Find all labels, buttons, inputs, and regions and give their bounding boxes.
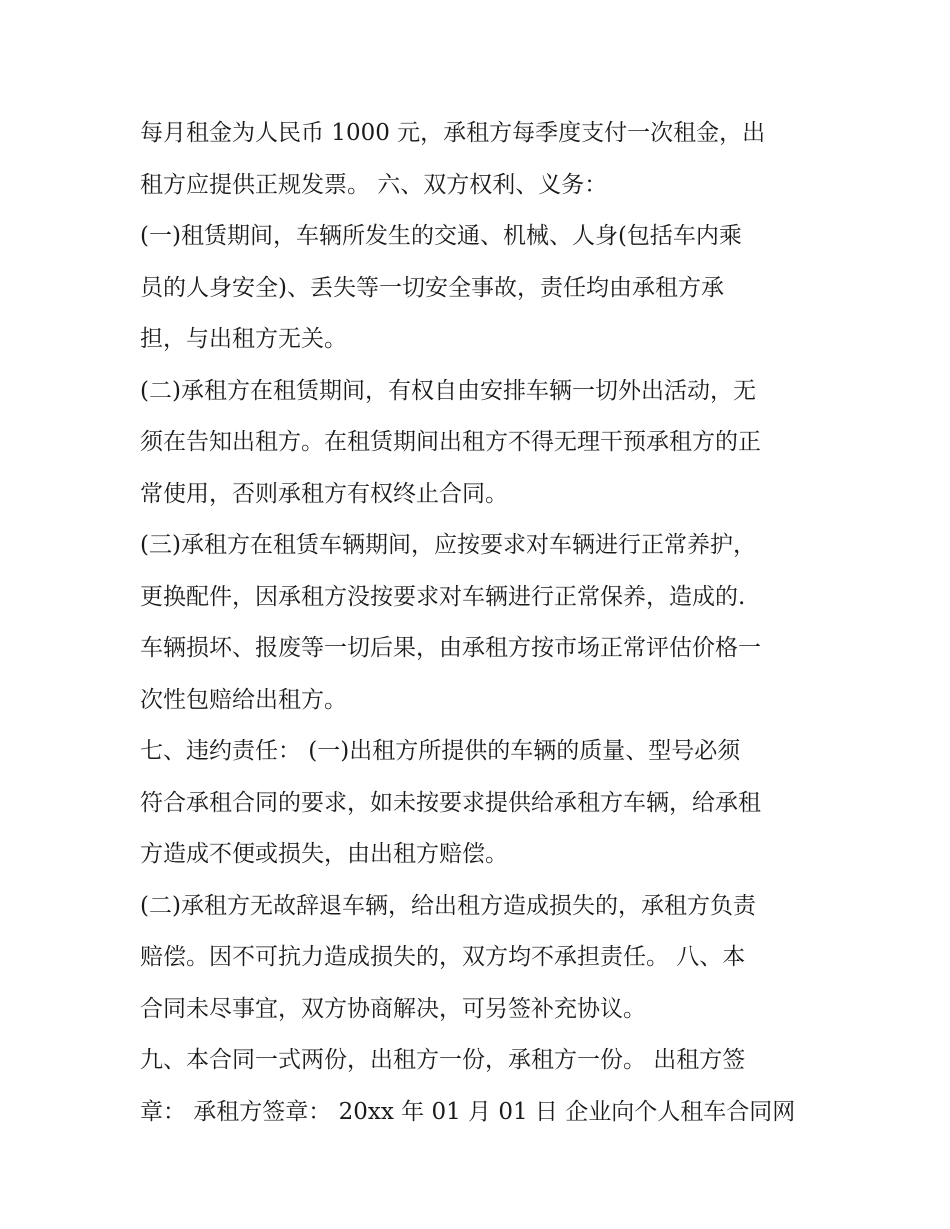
text-line: 赔偿。因不可抗力造成损失的，双方均不承担责任。 八、本 — [140, 944, 746, 970]
text-line: 七、违约责任： (一)出租方所提供的车辆的质量、型号必须 — [140, 738, 741, 764]
text-line: (二)承租方无故辞退车辆，给出租方造成损失的，承租方负责 — [140, 892, 756, 919]
text-line: (二)承租方在租赁期间，有权自由安排车辆一切外出活动，无 — [140, 377, 756, 404]
text-line: (一)租赁期间，车辆所发生的交通、机械、人身(包括车内乘 — [140, 223, 742, 249]
text-line: 须在告知出租方。在租赁期间出租方不得无理干预承租方的正 — [140, 429, 761, 455]
text-line: 方造成不便或损失，由出租方赔偿。 — [140, 841, 508, 867]
text-line: 常使用，否则承租方有权终止合同。 — [140, 480, 508, 507]
contract-text — [140, 108, 820, 1138]
text-line: 员的人身安全)、丢失等一切安全事故，责任均由承租方承 — [140, 274, 724, 301]
text-line: (三)承租方在租赁车辆期间，应按要求对车辆进行正常养护， — [140, 532, 756, 558]
text-line: 车辆损坏、报废等一切后果，由承租方按市场正常评估价格一 — [140, 635, 761, 661]
text-line: 租方应提供正规发票。 六、双方权利、义务： — [140, 171, 608, 198]
text-line: 次性包赔给出租方。 — [140, 686, 347, 713]
text-line: 合同未尽事宜，双方协商解决，可另签补充协议。 — [140, 995, 646, 1022]
text-line: 章： 承租方签章： 20xx 年 01 月 01 日 企业向个人租车合同网 — [140, 1098, 796, 1125]
text-line: 每月租金为人民币 1000 元，承租方每季度支付一次租金，出 — [140, 120, 766, 146]
text-line: 符合承租合同的要求，如未按要求提供给承租方车辆，给承租 — [140, 789, 761, 816]
text-line: 九、本合同一式两份，出租方一份，承租方一份。 出租方签 — [140, 1047, 746, 1073]
text-line: 担，与出租方无关。 — [140, 326, 347, 352]
text-line: 更换配件，因承租方没按要求对车辆进行正常保养，造成的. — [140, 583, 746, 610]
